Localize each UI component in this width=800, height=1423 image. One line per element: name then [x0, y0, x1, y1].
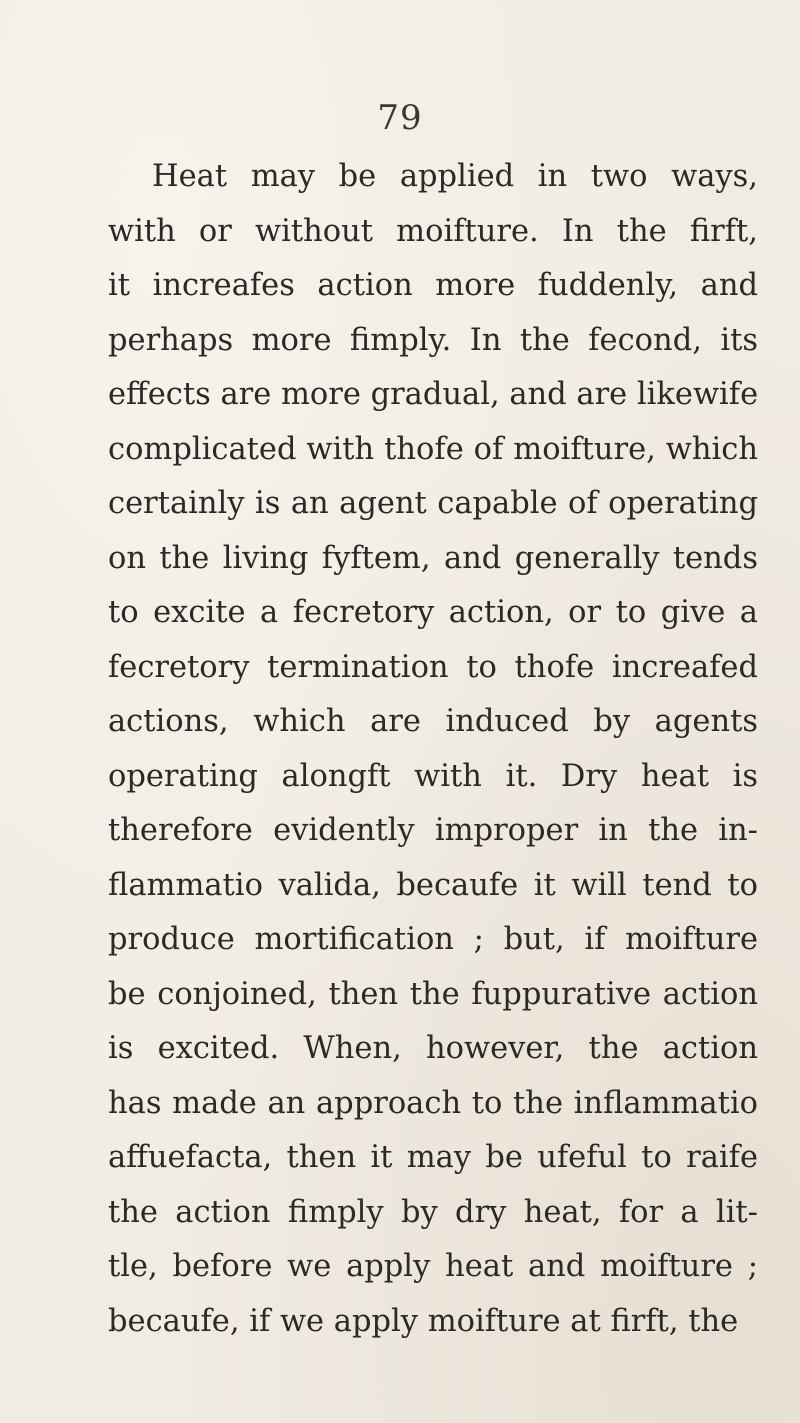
- text-line: with or without moifture. In the firft,: [108, 213, 758, 249]
- text-line: perhaps more fimply. In the fecond, its: [108, 322, 758, 358]
- text-line: has made an approach to the inflammatio: [108, 1085, 758, 1121]
- text-line: is excited. When, however, the action: [108, 1031, 758, 1066]
- text-line: tle, before we apply heat and moifture ;: [108, 1249, 758, 1284]
- text-line: Heat may be applied in two ways,: [152, 159, 758, 194]
- text-line: certainly is an agent capable of operating: [108, 486, 758, 521]
- text-line: actions, which are induced by agents: [108, 704, 758, 739]
- text-line: the action fimply by dry heat, for a lit-: [108, 1194, 758, 1230]
- text-line: effects are more gradual, and are likewife: [108, 377, 759, 412]
- text-line: complicated with thofe of moifture, which: [108, 431, 758, 467]
- text-line: flammatio valida, becaufe it will tend to: [108, 867, 758, 903]
- text-line: on the living fyftem, and generally tends: [108, 540, 758, 576]
- text-line: therefore evidently improper in the in-: [108, 813, 758, 848]
- text-line: be conjoined, then the fuppurative action: [108, 976, 758, 1012]
- text-line: becaufe, if we apply moifture at firft, the: [108, 1303, 739, 1339]
- text-line: affuefacta, then it may be ufeful to raife: [108, 1140, 758, 1175]
- text-line: produce mortification ; but, if moifture: [108, 922, 758, 957]
- page-number: 79: [377, 98, 423, 138]
- body-paragraph: [108, 150, 758, 1349]
- text-line: to excite a fecretory action, or to give a: [108, 595, 758, 630]
- text-line: operating alongft with it. Dry heat is: [108, 758, 758, 794]
- text-line: it increafes action more fuddenly, and: [108, 268, 758, 303]
- text-line: fecretory termination to thofe increafed: [108, 649, 758, 685]
